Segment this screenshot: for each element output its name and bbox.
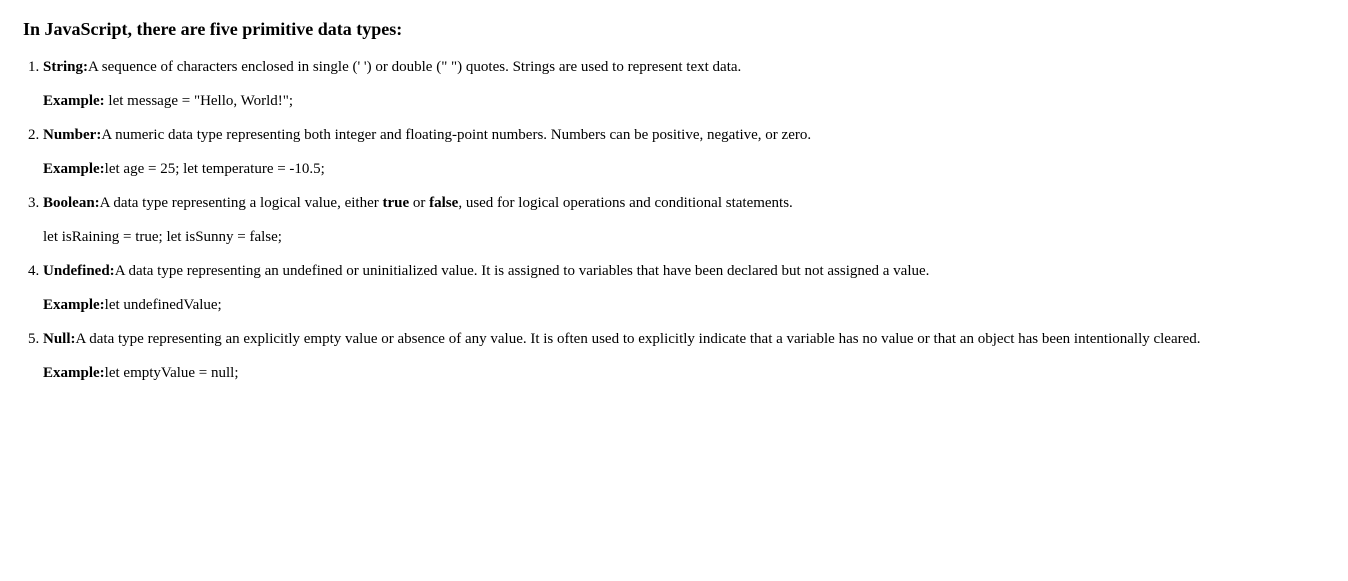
item-term: Undefined: — [43, 263, 115, 279]
example-label: Example: — [43, 365, 105, 381]
item-term: Boolean: — [43, 195, 100, 211]
item-desc-text: A data type representing a logical value, either — [99, 195, 383, 211]
item-desc-text: , used for logical operations and conditional statements. — [458, 195, 793, 211]
list-item-number — [43, 126, 1348, 178]
page-heading: In JavaScript, there are five primitive data types: — [23, 19, 403, 39]
item-desc-text: A data type representing an explicitly empty value or absence of any value. It is often used to explicitly indicate that a variable has no value or that an object has been intentionally cleared. — [75, 331, 1201, 347]
keyword-false: false — [429, 195, 459, 211]
item-term: Number: — [43, 127, 102, 143]
item-description — [43, 330, 1348, 348]
item-example — [43, 160, 1348, 178]
item-example — [43, 92, 1348, 110]
data-types-list — [23, 58, 1348, 382]
item-term: Null: — [43, 331, 76, 347]
item-example — [43, 228, 1348, 246]
item-description — [43, 262, 1348, 280]
item-description — [43, 126, 1348, 144]
item-description — [43, 194, 1348, 212]
keyword-true: true — [382, 195, 410, 211]
item-description — [43, 58, 1348, 76]
list-item-undefined — [43, 262, 1348, 314]
item-desc-text: A numeric data type representing both integer and floating-point numbers. Numbers can be positive, negative, or zero. — [101, 127, 812, 143]
example-code: let message = "Hello, World!"; — [104, 93, 294, 109]
list-item-null — [43, 330, 1348, 382]
item-example — [43, 364, 1348, 382]
item-example — [43, 296, 1348, 314]
list-item-string — [43, 58, 1348, 110]
example-code: let undefinedValue; — [104, 297, 222, 313]
example-label: Example: — [43, 297, 105, 313]
example-code: let emptyValue = null; — [104, 365, 239, 381]
list-item-boolean — [43, 194, 1348, 246]
item-desc-text: A data type representing an undefined or uninitialized value. It is assigned to variables that have been declared but not assigned a value. — [114, 263, 930, 279]
item-desc-text: A sequence of characters enclosed in single (' ') or double (" ") quotes. Strings are used to represent text data. — [88, 59, 742, 75]
example-code: let age = 25; let temperature = -10.5; — [104, 161, 325, 177]
example-label: Example: — [43, 93, 105, 109]
example-code: let isRaining = true; let isSunny = false; — [43, 229, 282, 245]
item-desc-text: or — [409, 195, 430, 211]
example-label: Example: — [43, 161, 105, 177]
item-term: String: — [43, 59, 88, 75]
